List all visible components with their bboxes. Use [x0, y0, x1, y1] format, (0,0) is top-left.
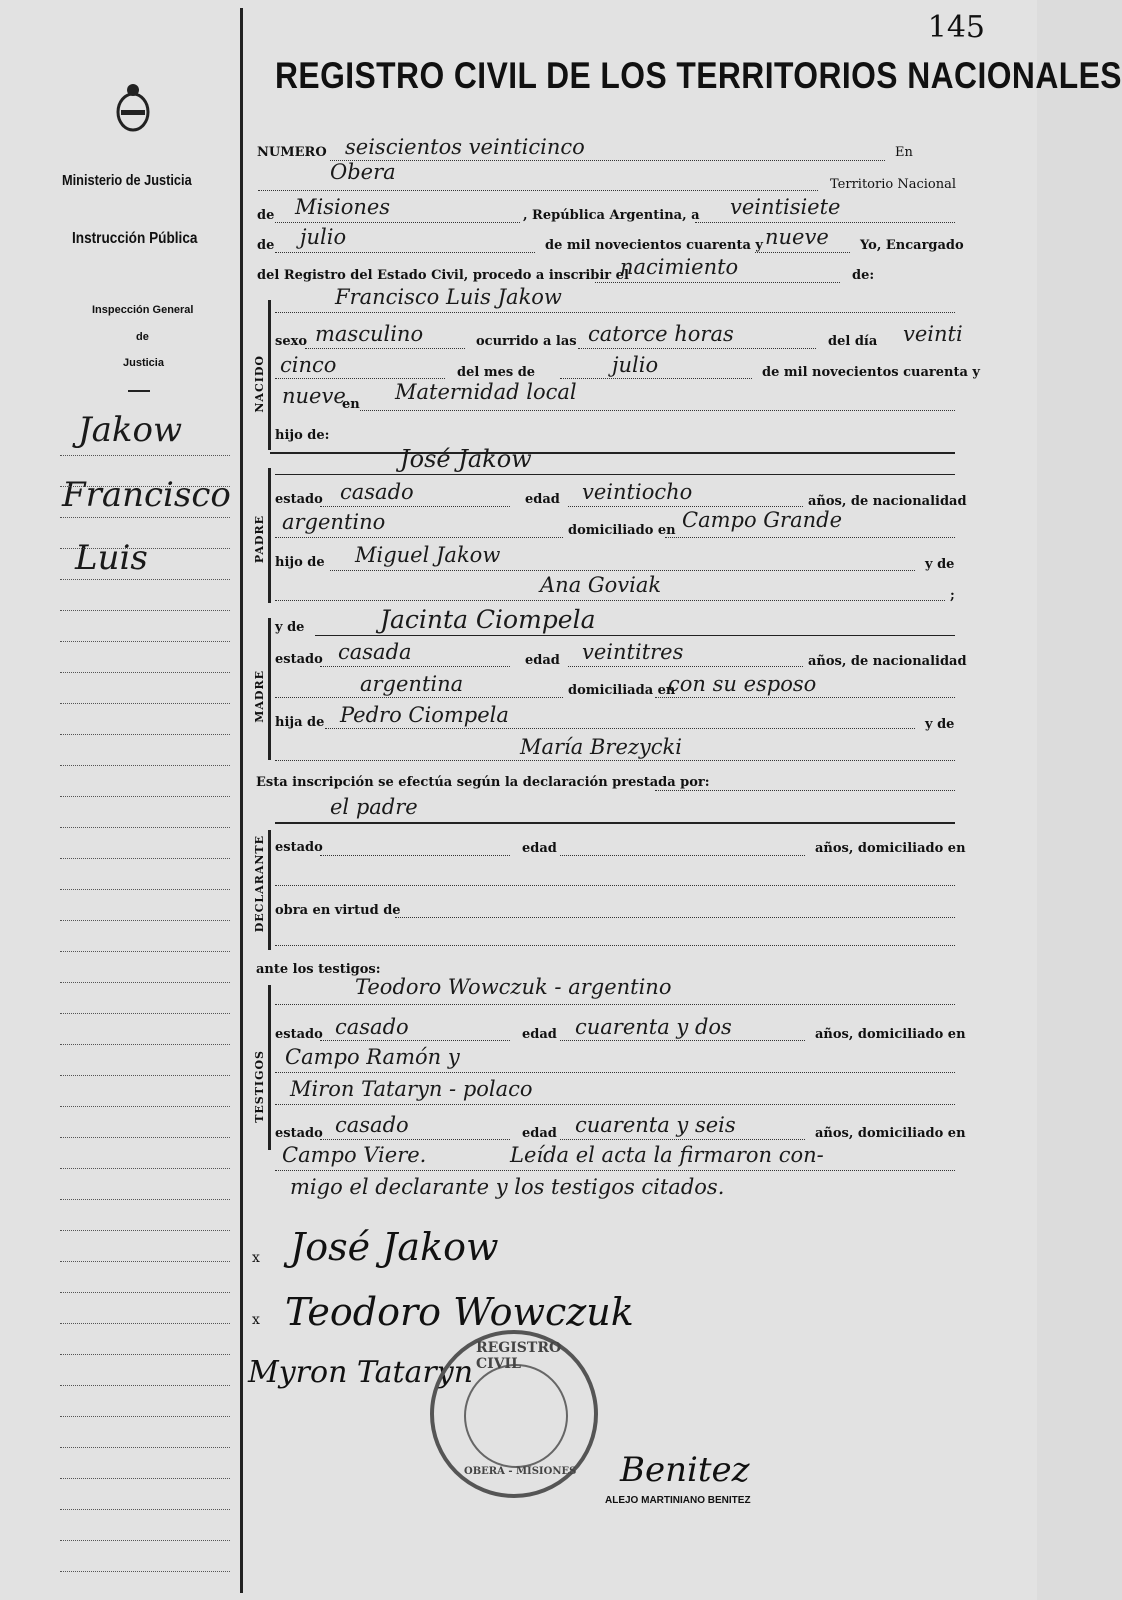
stamp-top-text: REGISTRO CIVIL — [476, 1340, 562, 1372]
padre-edad-label: edad — [525, 492, 560, 507]
stamp-inner-ring — [464, 1364, 568, 1468]
de2-label: de — [257, 238, 275, 253]
dotted-line — [330, 160, 885, 161]
margin-rule — [240, 8, 243, 1593]
margin-ruled-line — [60, 889, 230, 890]
closing-line-2: migo el declarante y los testigos citados. — [290, 1175, 725, 1199]
dotted-line — [305, 348, 465, 349]
dotted-line — [275, 312, 955, 313]
officer-printed-name: ALEJO MARTINIANO BENITEZ — [605, 1495, 751, 1506]
madre-estado-value: casada — [338, 640, 412, 664]
margin-ruled-line — [60, 703, 230, 704]
padre-hijo-label: hijo de — [275, 555, 325, 570]
registro-label: del Registro del Estado Civil, procedo a inscribir el — [257, 268, 629, 283]
ocurrido-label: ocurrido a las — [476, 334, 577, 349]
dotted-line — [755, 252, 850, 253]
year-label: de mil novecientos cuarenta y — [545, 238, 763, 253]
section-brace — [268, 468, 271, 603]
dotted-line — [578, 348, 816, 349]
sexo-label: sexo — [275, 334, 308, 349]
anio-label: de mil novecientos cuarenta y — [762, 365, 980, 380]
ministry-line-2: Instrucción Pública — [72, 230, 198, 247]
dia-label: del día — [828, 334, 878, 349]
place-value: Obera — [330, 160, 396, 184]
section-divider — [270, 452, 955, 454]
padre-estado-label: estado — [275, 492, 323, 507]
padre-estado-value: casado — [340, 480, 414, 504]
dotted-line — [275, 222, 520, 223]
margin-ruled-line — [60, 1230, 230, 1231]
madre-section-label: MADRE — [253, 670, 266, 723]
margin-ruled-line — [60, 951, 230, 952]
margin-ruled-line — [60, 455, 230, 456]
sexo-value: masculino — [315, 322, 424, 346]
year-value: nueve — [765, 225, 829, 249]
margin-ruled-line — [60, 920, 230, 921]
dotted-line — [360, 410, 955, 411]
section-brace — [268, 300, 271, 450]
closing-line-1: Leída el acta la firmaron con- — [510, 1143, 824, 1167]
republica-label: , República Argentina, a — [523, 208, 700, 223]
madre-y-de-label: y de — [275, 620, 305, 635]
inspection-line-1: Inspección General — [92, 304, 194, 316]
padre-padre-value: Miguel Jakow — [355, 543, 501, 567]
margin-ruled-line — [60, 1044, 230, 1045]
testigos-section-label: TESTIGOS — [253, 1050, 266, 1123]
margin-ruled-line — [60, 1013, 230, 1014]
dotted-line — [275, 885, 955, 886]
declarante-value: el padre — [330, 795, 418, 819]
madre-name-value: Jacinta Ciompela — [380, 605, 596, 634]
margin-ruled-line — [60, 1509, 230, 1510]
margin-ruled-line — [60, 1354, 230, 1355]
madre-y-de2-label: y de — [925, 717, 955, 732]
declarante-estado-label: estado — [275, 840, 323, 855]
margin-ruled-line — [60, 610, 230, 611]
dotted-line — [275, 1072, 955, 1073]
margin-ruled-line — [60, 1447, 230, 1448]
folio-number: 145 — [927, 10, 985, 45]
dotted-line — [258, 190, 818, 191]
section-brace — [268, 985, 271, 1150]
testigo2-edad-label: edad — [522, 1126, 557, 1141]
mes-label: del mes de — [457, 365, 536, 380]
dotted-line — [275, 1004, 955, 1005]
lugar-value: Maternidad local — [395, 380, 577, 404]
madre-domicilio-value: con su esposo — [668, 672, 817, 696]
testigo2-name: Miron Tataryn - polaco — [290, 1077, 533, 1101]
margin-ruled-line — [60, 796, 230, 797]
mes-value: julio — [612, 353, 659, 377]
semicolon: ; — [950, 588, 955, 603]
margin-ruled-line — [60, 1137, 230, 1138]
testigos-intro-label: ante los testigos: — [256, 962, 381, 977]
dotted-line — [568, 506, 803, 507]
signature-mark: x — [252, 1250, 260, 1266]
hora-value: catorce horas — [588, 322, 734, 346]
margin-ruled-line — [60, 1261, 230, 1262]
margin-ruled-line — [60, 827, 230, 828]
dotted-line — [320, 666, 510, 667]
testigo2-anios-label: años, domiciliado en — [815, 1126, 966, 1141]
officer-signature: Benitez — [620, 1450, 750, 1490]
anio-value: nueve — [282, 384, 346, 408]
testigo1-edad-value: cuarenta y dos — [575, 1015, 732, 1039]
signature-witness-2: Myron Tataryn — [248, 1355, 474, 1390]
name-line — [315, 635, 955, 636]
dotted-line — [560, 855, 805, 856]
coat-of-arms-icon — [113, 82, 153, 134]
dotted-line — [275, 1170, 955, 1171]
dotted-line — [325, 728, 915, 729]
testigo2-domicilio-value: Campo Viere. — [282, 1143, 427, 1167]
dotted-line — [560, 1040, 805, 1041]
dotted-line — [695, 222, 955, 223]
dia-value-a: veinti — [903, 322, 963, 346]
territorio-label: Territorio Nacional — [830, 177, 956, 192]
ministry-line-1: Ministerio de Justicia — [62, 172, 192, 189]
dotted-line — [320, 506, 510, 507]
margin-first-name: Francisco — [62, 475, 231, 515]
margin-second-name: Luis — [75, 538, 148, 578]
left-margin — [0, 0, 238, 1600]
margin-ruled-line — [60, 548, 230, 549]
padre-edad-value: veintiocho — [582, 480, 693, 504]
testigo1-anios-label: años, domiciliado en — [815, 1027, 966, 1042]
dotted-line — [275, 1104, 955, 1105]
padre-domicilio-value: Campo Grande — [682, 508, 842, 532]
margin-ruled-line — [60, 1478, 230, 1479]
official-stamp — [430, 1330, 598, 1498]
signature-mark: x — [252, 1312, 260, 1328]
dotted-line — [395, 917, 955, 918]
padre-anios-label: años, de nacionalidad — [808, 494, 967, 509]
madre-nacionalidad-value: argentina — [360, 672, 464, 696]
en-label: En — [895, 145, 913, 160]
name-line — [275, 474, 955, 475]
en-label-2: en — [342, 397, 360, 412]
inspection-line-2: de — [136, 331, 149, 343]
nacido-name-value: Francisco Luis Jakow — [335, 285, 562, 309]
testigo2-edad-value: cuarenta y seis — [575, 1113, 736, 1137]
margin-ruled-line — [60, 672, 230, 673]
padre-domicilio-label: domiciliado en — [568, 523, 676, 538]
testigo2-estado-value: casado — [335, 1113, 409, 1137]
padre-madre-value: Ana Goviak — [540, 573, 662, 597]
madre-domicilio-label: domiciliada en — [568, 683, 676, 698]
de-label: de — [257, 208, 275, 223]
margin-ruled-line — [60, 1292, 230, 1293]
margin-ruled-line — [60, 1323, 230, 1324]
stamp-bottom-text: OBERA - MISIONES — [464, 1466, 577, 1477]
numero-value: seiscientos veinticinco — [345, 135, 585, 159]
margin-ruled-line — [60, 765, 230, 766]
declarante-anios-label: años, domiciliado en — [815, 841, 966, 856]
madre-estado-label: estado — [275, 652, 323, 667]
testigo1-domicilio-value: Campo Ramón y — [285, 1045, 460, 1069]
margin-ruled-line — [60, 1075, 230, 1076]
testigo1-estado-label: estado — [275, 1027, 323, 1042]
margin-ruled-line — [60, 641, 230, 642]
dotted-line — [275, 697, 563, 698]
padre-y-de-label: y de — [925, 557, 955, 572]
declarante-edad-label: edad — [522, 841, 557, 856]
encargado-label: Yo, Encargado — [860, 238, 964, 253]
margin-ruled-line — [60, 1385, 230, 1386]
nacido-section-label: NACIDO — [253, 355, 266, 413]
hijo-label: hijo de: — [275, 428, 330, 443]
dotted-line — [655, 790, 955, 791]
declarante-section-label: DECLARANTE — [253, 835, 266, 933]
dotted-line — [275, 252, 535, 253]
testigo1-edad-label: edad — [522, 1027, 557, 1042]
margin-ruled-line — [60, 734, 230, 735]
section-brace — [268, 830, 271, 950]
margin-ruled-line — [60, 486, 230, 487]
divider — [128, 390, 150, 392]
margin-ruled-line — [60, 858, 230, 859]
madre-madre-value: María Brezycki — [520, 735, 683, 759]
margin-ruled-line — [60, 982, 230, 983]
dotted-line — [568, 666, 803, 667]
margin-ruled-line — [60, 1199, 230, 1200]
obra-label: obra en virtud de — [275, 903, 401, 918]
padre-section-label: PADRE — [253, 515, 266, 564]
margin-ruled-line — [60, 1540, 230, 1541]
numero-label: NUMERO — [257, 145, 327, 160]
margin-ruled-line — [60, 1571, 230, 1572]
dotted-line — [665, 537, 955, 538]
signature-witness-1: Teodoro Wowczuk — [285, 1290, 634, 1334]
dia-value-b: cinco — [280, 353, 337, 377]
margin-ruled-line — [60, 517, 230, 518]
testigo1-name: Teodoro Wowczuk - argentino — [355, 975, 672, 999]
margin-ruled-line — [60, 579, 230, 580]
madre-hija-label: hija de — [275, 715, 325, 730]
signature-father: José Jakow — [290, 1225, 499, 1269]
day-value: veintisiete — [730, 195, 841, 219]
padre-name-value: José Jakow — [400, 445, 532, 473]
de3-label: de: — [852, 268, 875, 283]
dotted-line — [330, 570, 915, 571]
dotted-line — [320, 855, 510, 856]
section-divider — [275, 822, 955, 824]
act-value: nacimiento — [620, 255, 739, 279]
margin-ruled-line — [60, 1106, 230, 1107]
document-title: REGISTRO CIVIL DE LOS TERRITORIOS NACIONALES — [275, 55, 1122, 96]
inspection-line-3: Justicia — [123, 357, 164, 369]
dotted-line — [275, 600, 945, 601]
dotted-line — [320, 1139, 510, 1140]
padre-nacionalidad-value: argentino — [282, 510, 386, 534]
dotted-line — [560, 378, 752, 379]
madre-padre-value: Pedro Ciompela — [340, 703, 509, 727]
dotted-line — [275, 378, 445, 379]
dotted-line — [275, 945, 955, 946]
dotted-line — [275, 537, 563, 538]
testigo1-estado-value: casado — [335, 1015, 409, 1039]
dotted-line — [560, 1139, 805, 1140]
margin-ruled-line — [60, 1168, 230, 1169]
month-value: julio — [300, 225, 347, 249]
declaracion-intro-label: Esta inscripción se efectúa según la declaración prestada por: — [256, 775, 710, 790]
section-brace — [268, 618, 271, 760]
madre-edad-label: edad — [525, 653, 560, 668]
margin-ruled-line — [60, 1416, 230, 1417]
madre-edad-value: veintitres — [582, 640, 684, 664]
dotted-line — [275, 760, 955, 761]
dotted-line — [320, 1040, 510, 1041]
territory-value: Misiones — [295, 195, 391, 219]
testigo2-estado-label: estado — [275, 1126, 323, 1141]
madre-anios-label: años, de nacionalidad — [808, 654, 967, 669]
dotted-line — [595, 282, 840, 283]
dotted-line — [655, 697, 955, 698]
margin-surname: Jakow — [78, 410, 183, 450]
